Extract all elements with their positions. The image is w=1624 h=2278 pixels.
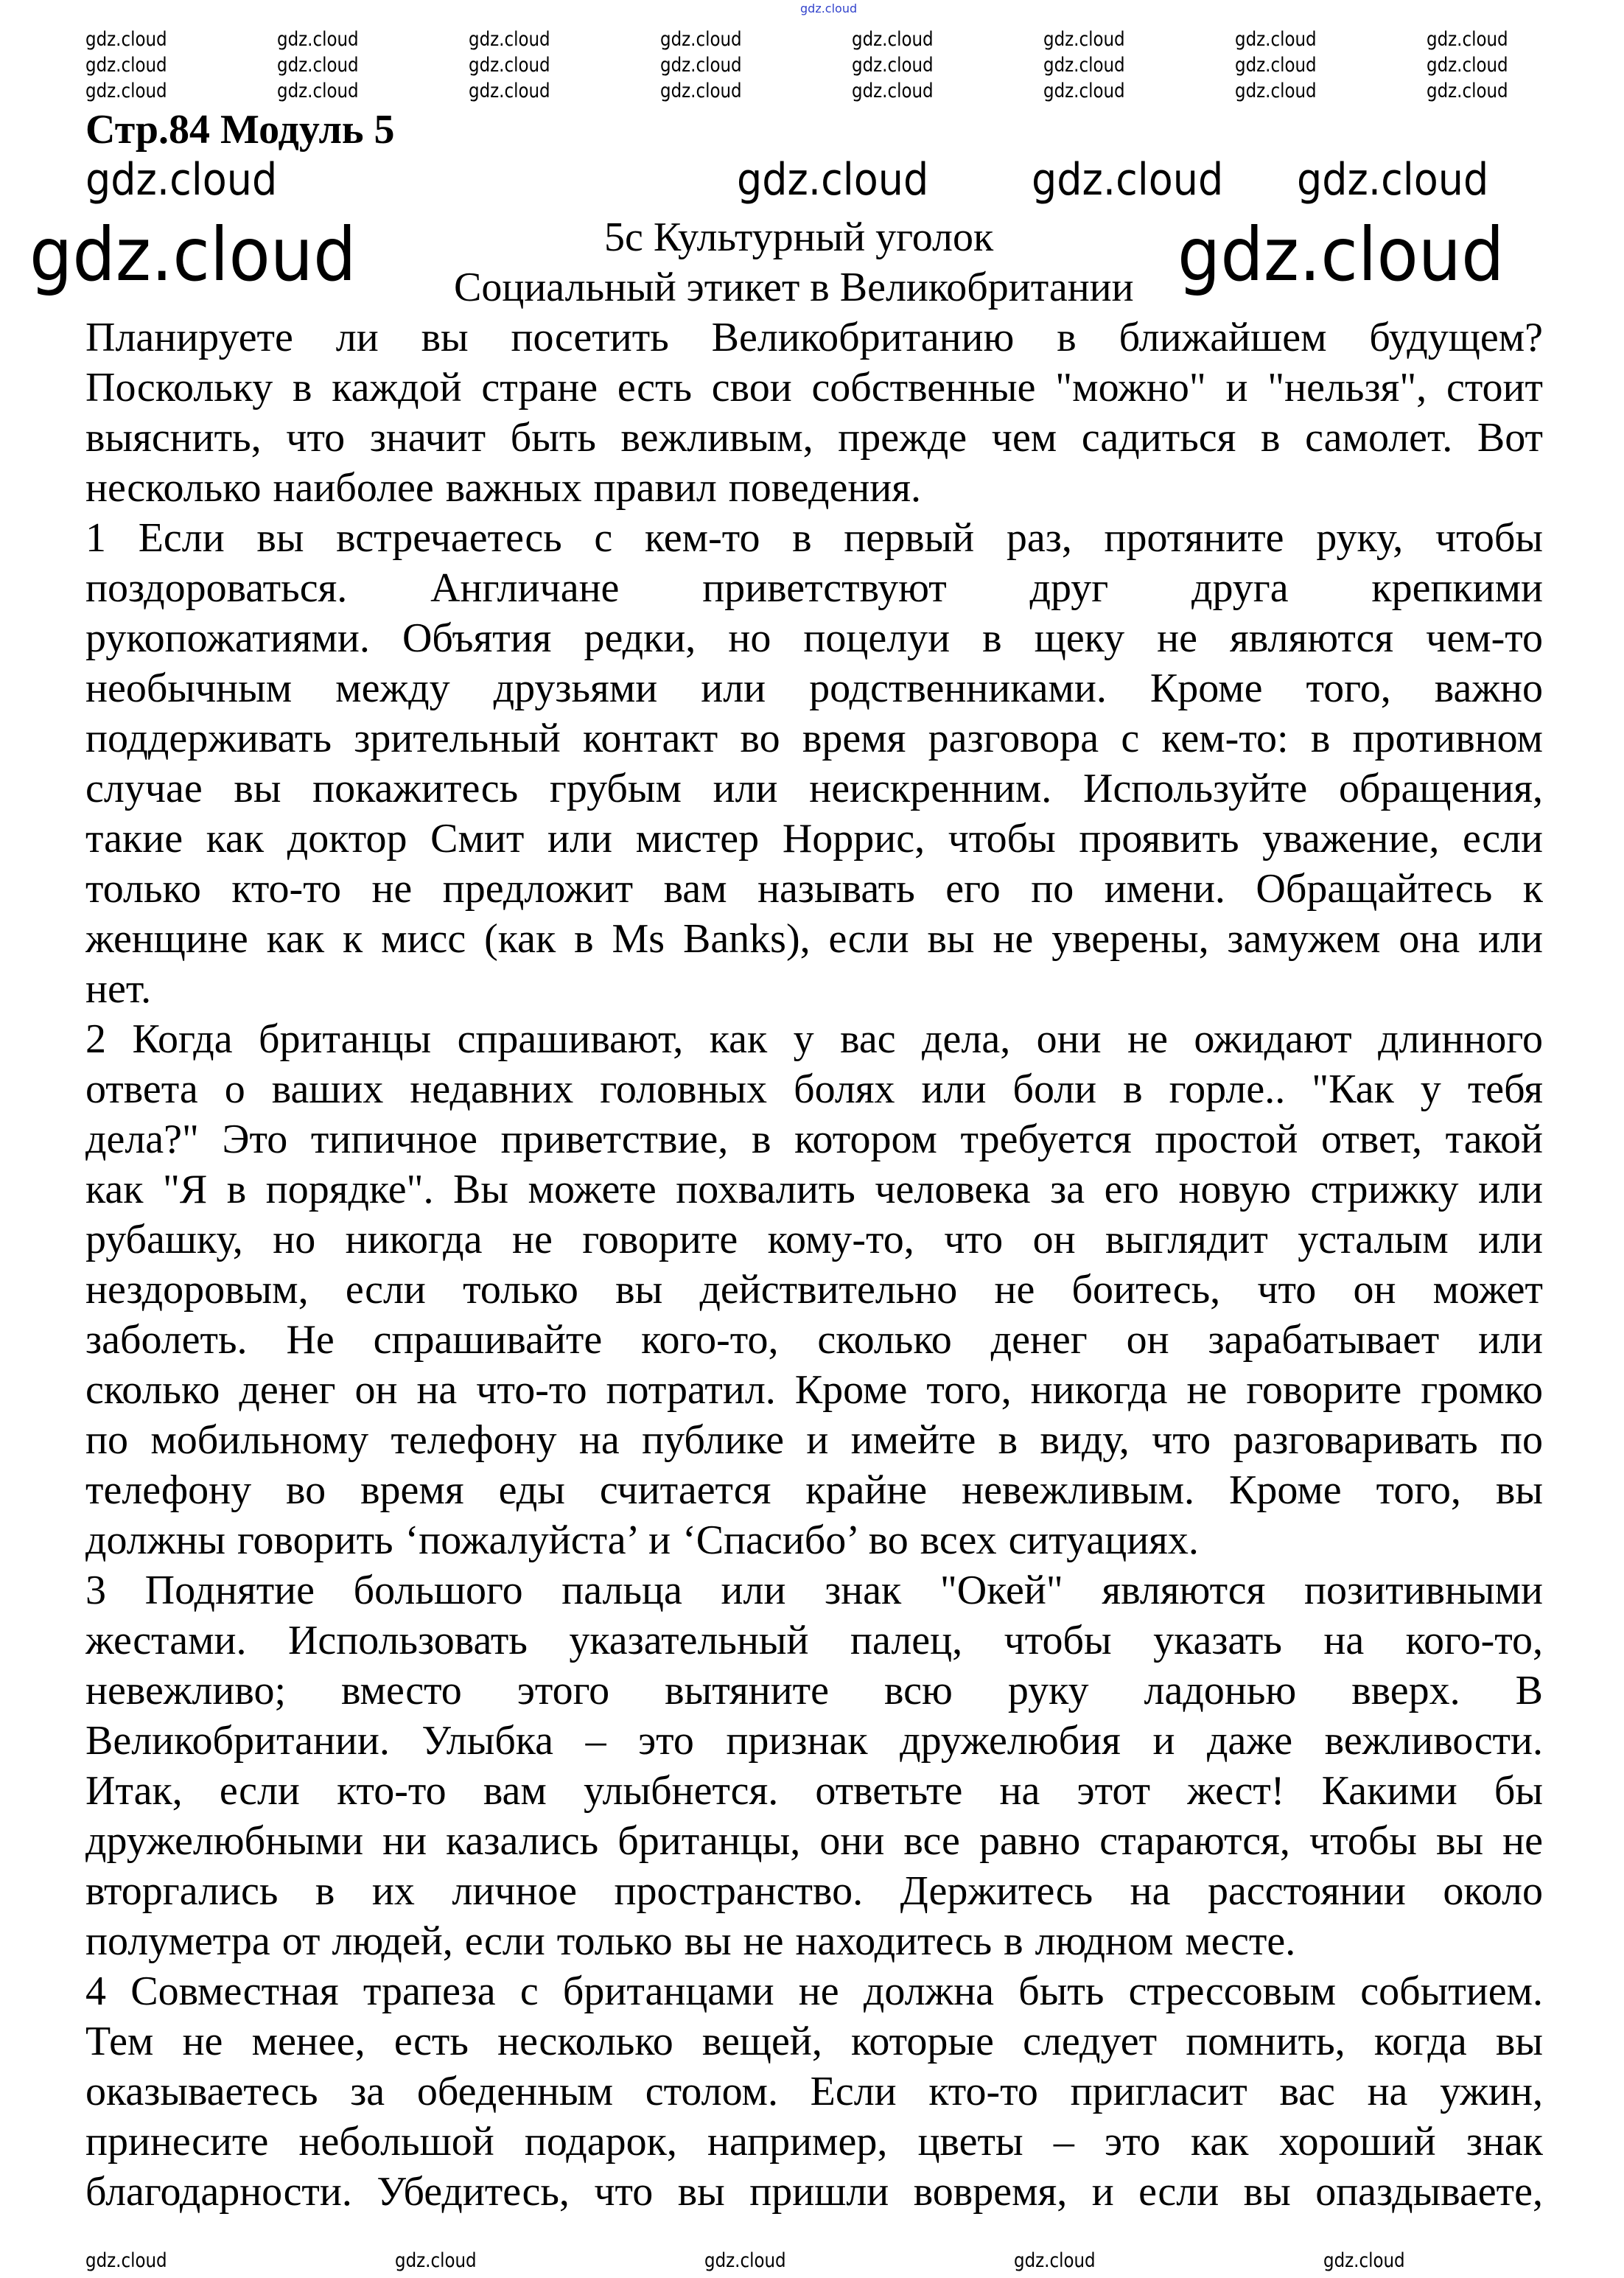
text-line: сколько денег он на что-то потратил. Кроме того, никогда не говорите громко — [85, 1367, 1543, 1413]
watermark: gdz.cloud — [1177, 212, 1505, 298]
watermark: gdz.cloud — [1043, 54, 1125, 77]
section-subtitle: Социальный этикет в Великобритании — [454, 265, 1134, 310]
watermark: gdz.cloud — [277, 28, 359, 51]
watermark: gdz.cloud — [1043, 28, 1125, 51]
text-line: телефону во время еды считается крайне невежливым. Кроме того, вы — [85, 1467, 1543, 1513]
watermark: gdz.cloud — [800, 1, 858, 15]
watermark: gdz.cloud — [1043, 80, 1125, 102]
watermark: gdz.cloud — [85, 2249, 167, 2272]
text-line: как "Я в порядке". Вы можете похвалить человека за его новую стрижку или — [85, 1167, 1543, 1212]
text-line: нет. — [85, 966, 152, 1012]
watermark: gdz.cloud — [852, 80, 934, 102]
text-line: принесите небольшой подарок, например, цветы – это как хороший знак — [85, 2119, 1543, 2165]
watermark: gdz.cloud — [85, 28, 167, 51]
text-line: выяснить, что значит быть вежливым, прежде чем садиться в самолет. Вот — [85, 415, 1543, 461]
text-line: заболеть. Не спрашивайте кого-то, сколько денег он зарабатывает или — [85, 1317, 1543, 1363]
text-line: только кто-то не предложит вам называть его по имени. Обращайтесь к — [85, 866, 1543, 912]
watermark: gdz.cloud — [660, 54, 742, 77]
text-line: Тем не менее, есть несколько вещей, которые следует помнить, когда вы — [85, 2019, 1543, 2064]
watermark: gdz.cloud — [1014, 2249, 1096, 2272]
text-line: рубашку, но никогда не говорите кому-то, что он выглядит усталым или — [85, 1217, 1543, 1262]
watermark: gdz.cloud — [469, 28, 550, 51]
text-line: Великобритании. Улыбка – это признак дружелюбия и даже вежливости. — [85, 1718, 1543, 1764]
text-line: женщине как к мисс (как в Ms Banks), если вы не уверены, замужем она или — [85, 916, 1543, 962]
text-line: дела?" Это типичное приветствие, в котором требуется простой ответ, такой — [85, 1117, 1543, 1162]
text-line: 1 Если вы встречаетесь с кем-то в первый раз, протяните руку, чтобы — [85, 515, 1543, 561]
text-line: 4 Совместная трапеза с британцами не должна быть стрессовым событием. — [85, 1968, 1543, 2014]
watermark: gdz.cloud — [737, 154, 929, 206]
paragraph — [85, 1966, 1543, 2217]
text-line: полуметра от людей, если только вы не находитесь в людном месте. — [85, 1918, 1296, 1964]
watermark: gdz.cloud — [660, 28, 742, 51]
paragraph — [85, 1565, 1543, 1966]
text-line: несколько наиболее важных правил поведения. — [85, 465, 922, 511]
section-heading: 5c Культурный уголок — [604, 214, 994, 260]
watermark: gdz.cloud — [1323, 2249, 1405, 2272]
paragraph — [85, 513, 1543, 1014]
text-line: дружелюбными ни казались британцы, они все равно стараются, чтобы вы не — [85, 1818, 1543, 1864]
text-line: должны говорить ‘пожалуйста’ и ‘Спасибо’ во всех ситуациях. — [85, 1517, 1199, 1563]
page-title: Стр.84 Модуль 5 — [85, 107, 395, 153]
watermark: gdz.cloud — [1235, 54, 1317, 77]
watermark: gdz.cloud — [469, 54, 550, 77]
watermark: gdz.cloud — [85, 54, 167, 77]
text-line: необычным между друзьями или родственниками. Кроме того, важно — [85, 665, 1543, 711]
text-line: жестами. Использовать указательный палец, чтобы указать на кого-то, — [85, 1618, 1543, 1663]
watermark: gdz.cloud — [29, 212, 357, 298]
text-line: вторгались в их личное пространство. Держитесь на расстоянии около — [85, 1868, 1543, 1914]
watermark: gdz.cloud — [395, 2249, 477, 2272]
text-line: поддерживать зрительный контакт во время разговора с кем-то: в противном — [85, 716, 1543, 761]
paragraph — [85, 312, 1543, 513]
watermark: gdz.cloud — [1235, 28, 1317, 51]
text-line: 3 Поднятие большого пальца или знак "Окей" являются позитивными — [85, 1568, 1543, 1613]
watermark: gdz.cloud — [469, 80, 550, 102]
watermark: gdz.cloud — [704, 2249, 786, 2272]
paragraph — [85, 1014, 1543, 1565]
text-line: поздороваться. Англичане приветствуют друг друга крепкими — [85, 565, 1543, 611]
watermark: gdz.cloud — [277, 54, 359, 77]
text-line: нездоровым, если только вы действительно не боитесь, что он может — [85, 1267, 1543, 1313]
text-line: благодарности. Убедитесь, что вы пришли вовремя, и если вы опаздываете, — [85, 2169, 1543, 2215]
text-line: ответа о ваших недавних головных болях или боли в горле.. "Как у тебя — [85, 1066, 1543, 1112]
watermark: gdz.cloud — [1297, 154, 1489, 206]
watermark: gdz.cloud — [1427, 54, 1508, 77]
watermark: gdz.cloud — [1235, 80, 1317, 102]
watermark: gdz.cloud — [85, 80, 167, 102]
text-line: Поскольку в каждой стране есть свои собственные "можно" и "нельзя", стоит — [85, 365, 1543, 410]
text-line: рукопожатиями. Объятия редки, но поцелуи в щеку не являются чем-то — [85, 615, 1543, 661]
watermark: gdz.cloud — [660, 80, 742, 102]
text-line: по мобильному телефону на публике и имейте в виду, что разговаривать по — [85, 1417, 1543, 1463]
text-line: оказываетесь за обеденным столом. Если кто-то пригласит вас на ужин, — [85, 2069, 1543, 2114]
watermark: gdz.cloud — [1427, 28, 1508, 51]
text-line: Планируете ли вы посетить Великобританию в ближайшем будущем? — [85, 315, 1543, 360]
text-line: случае вы покажитесь грубым или неискренним. Используйте обращения, — [85, 766, 1543, 811]
watermark: gdz.cloud — [852, 28, 934, 51]
watermark: gdz.cloud — [1032, 154, 1224, 206]
text-line: 2 Когда британцы спрашивают, как у вас дела, они не ожидают длинного — [85, 1016, 1543, 1062]
watermark: gdz.cloud — [277, 80, 359, 102]
watermark: gdz.cloud — [852, 54, 934, 77]
text-line: такие как доктор Смит или мистер Норрис, чтобы проявить уважение, если — [85, 816, 1543, 862]
watermark: gdz.cloud — [85, 154, 278, 206]
text-line: невежливо; вместо этого вытяните всю руку ладонью вверх. В — [85, 1668, 1543, 1713]
watermark: gdz.cloud — [1427, 80, 1508, 102]
text-line: Итак, если кто-то вам улыбнется. ответьте на этот жест! Какими бы — [85, 1768, 1543, 1814]
article-body — [85, 312, 1543, 2217]
